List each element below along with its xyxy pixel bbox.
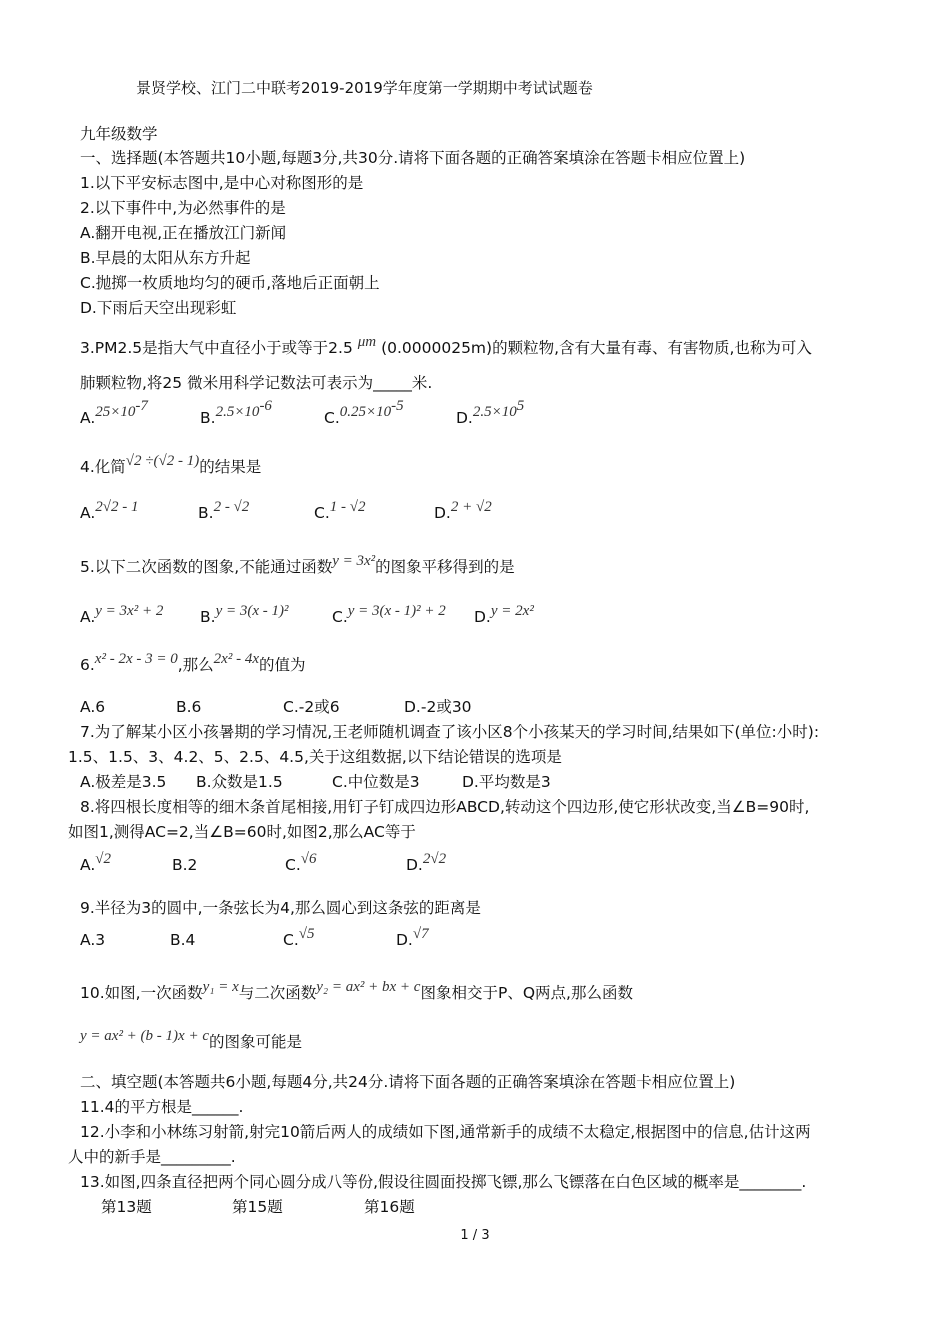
question-7-line1: 7.为了解某小区小孩暑期的学习情况,王老师随机调查了该小区8个小孩某天的学习时间,结果如下(单位:小时): bbox=[80, 723, 820, 741]
q2-option-d: D.下雨后天空出现彩虹 bbox=[80, 299, 237, 317]
section1-heading: 一、选择题(本答题共10小题,每题3分,共30分.请将下面各题的正确答案填涂在答题卡相应位置上) bbox=[80, 149, 746, 167]
q8-option-d: D.2√2 bbox=[406, 851, 447, 874]
subject-label: 九年级数学 bbox=[80, 125, 158, 143]
question-11: 11.4的平方根是______. bbox=[80, 1098, 244, 1116]
q3-text-a: 3.PM2.5是指大气中直径小于或等于2.5 bbox=[80, 339, 353, 357]
question-3-line2: 肺颗粒物,将25 微米用科学记数法可表示为_____米. bbox=[80, 374, 433, 392]
question-2: 2.以下事件中,为必然事件的是 bbox=[80, 199, 286, 217]
question-12-line2: 人中的新手是_________. bbox=[68, 1148, 236, 1166]
question-9: 9.半径为3的圆中,一条弦长为4,那么圆心到这条弦的距离是 bbox=[80, 899, 481, 917]
q5-expression: y = 3x² bbox=[332, 553, 376, 569]
q9-option-c: C.√5 bbox=[283, 926, 315, 949]
question-5: 5.以下二次函数的图象,不能通过函数y = 3x²的图象平移得到的是 bbox=[80, 553, 515, 576]
q6-option-a: A.6 bbox=[80, 698, 106, 716]
q7-option-d: D.平均数是3 bbox=[462, 773, 551, 791]
q6-option-b: B.6 bbox=[176, 698, 202, 716]
q8-option-c: C.√6 bbox=[285, 851, 317, 874]
q4-option-b: B.2 - √2 bbox=[198, 499, 250, 522]
q5-option-b: B.y = 3(x - 1)² bbox=[200, 603, 289, 626]
q9-option-a: A.3 bbox=[80, 931, 106, 949]
figure-label-15: 第15题 bbox=[232, 1198, 283, 1216]
question-4: 4.化简√2 ÷(√2 - 1)的结果是 bbox=[80, 453, 262, 476]
q3-option-b: $B.2.5\times 10^{-6}$ bbox=[200, 398, 272, 428]
q9-option-b: B.4 bbox=[170, 931, 196, 949]
section2-heading: 二、填空题(本答题共6小题,每题4分,共24分.请将下面各题的正确答案填涂在答题卡相应位置上) bbox=[80, 1073, 736, 1091]
q2-option-a: A.翻开电视,正在播放江门新闻 bbox=[80, 224, 287, 242]
q8-option-b: B.2 bbox=[172, 856, 198, 874]
q3-unit: μm bbox=[357, 334, 377, 350]
q6-option-d: D.-2或30 bbox=[404, 698, 472, 716]
q7-option-c: C.中位数是3 bbox=[332, 773, 420, 791]
q3-text-b: (0.0000025m)的颗粒物,含有大量有毒、有害物质,也称为可入 bbox=[381, 339, 812, 357]
q4-option-c: C.1 - √2 bbox=[314, 499, 366, 522]
q4-option-d: D.2 + √2 bbox=[434, 499, 492, 522]
question-8-line2: 如图1,测得AC=2,当∠B=60时,如图2,那么AC等于 bbox=[68, 823, 416, 841]
question-3-line1 bbox=[80, 334, 812, 359]
q7-option-a: A.极差是3.5 bbox=[80, 773, 167, 791]
question-12-line1: 12.小李和小林练习射箭,射完10箭后两人的成绩如下图,通常新手的成绩不太稳定,根据图中的信息,估计这两 bbox=[80, 1123, 811, 1141]
q4-expression: √2 ÷(√2 - 1) bbox=[125, 453, 200, 469]
q5-option-a: A.y = 3x² + 2 bbox=[80, 603, 164, 626]
question-10-line1: 10.如图,一次函数y₁ = x与二次函数y₂ = ax² + bx + c图象相交于P、Q两点,那么函数 bbox=[80, 979, 633, 1002]
exam-title: 景贤学校、江门二中联考2019-2019学年度第一学期期中考试试题卷 bbox=[136, 79, 593, 97]
q9-option-d: D.√7 bbox=[396, 926, 429, 949]
question-13: 13.如图,四条直径把两个同心圆分成八等份,假设往圆面投掷飞镖,那么飞镖落在白色区域的概率是________. bbox=[80, 1173, 807, 1191]
question-8-line1: 8.将四根长度相等的细木条首尾相接,用钉子钉成四边形ABCD,转动这个四边形,使它形状改变,当∠B=90时, bbox=[80, 798, 810, 816]
figure-label-13: 第13题 bbox=[101, 1198, 152, 1216]
q4-option-a: A.2√2 - 1 bbox=[80, 499, 139, 522]
q3-option-a: $A.25\times 10^{-7}$ bbox=[80, 398, 148, 428]
page-number: 1 / 3 bbox=[460, 1228, 490, 1243]
q8-option-a: A.√2 bbox=[80, 851, 111, 874]
figure-label-16: 第16题 bbox=[364, 1198, 415, 1216]
q2-option-c: C.抛掷一枚质地均匀的硬币,落地后正面朝上 bbox=[80, 274, 380, 292]
q5-option-d: D.y = 2x² bbox=[474, 603, 534, 626]
q5-option-c: C.y = 3(x - 1)² + 2 bbox=[332, 603, 446, 626]
question-1: 1.以下平安标志图中,是中心对称图形的是 bbox=[80, 174, 364, 192]
question-6: 6.x² - 2x - 3 = 0,那么2x² - 4x的值为 bbox=[80, 651, 306, 674]
q6-option-c: C.-2或6 bbox=[283, 698, 340, 716]
question-7-line2: 1.5、1.5、3、4.2、5、2.5、4.5,关于这组数据,以下结论错误的选项是 bbox=[68, 748, 562, 766]
q3-option-c: $C.0.25\times 10^{-5}$ bbox=[324, 398, 404, 428]
q2-option-b: B.早晨的太阳从东方升起 bbox=[80, 249, 251, 267]
q3-option-d: $D.2.5\times 10^5$ bbox=[456, 398, 525, 428]
q7-option-b: B.众数是1.5 bbox=[196, 773, 283, 791]
question-10-line2: y = ax² + (b - 1)x + c的图象可能是 bbox=[80, 1028, 302, 1051]
